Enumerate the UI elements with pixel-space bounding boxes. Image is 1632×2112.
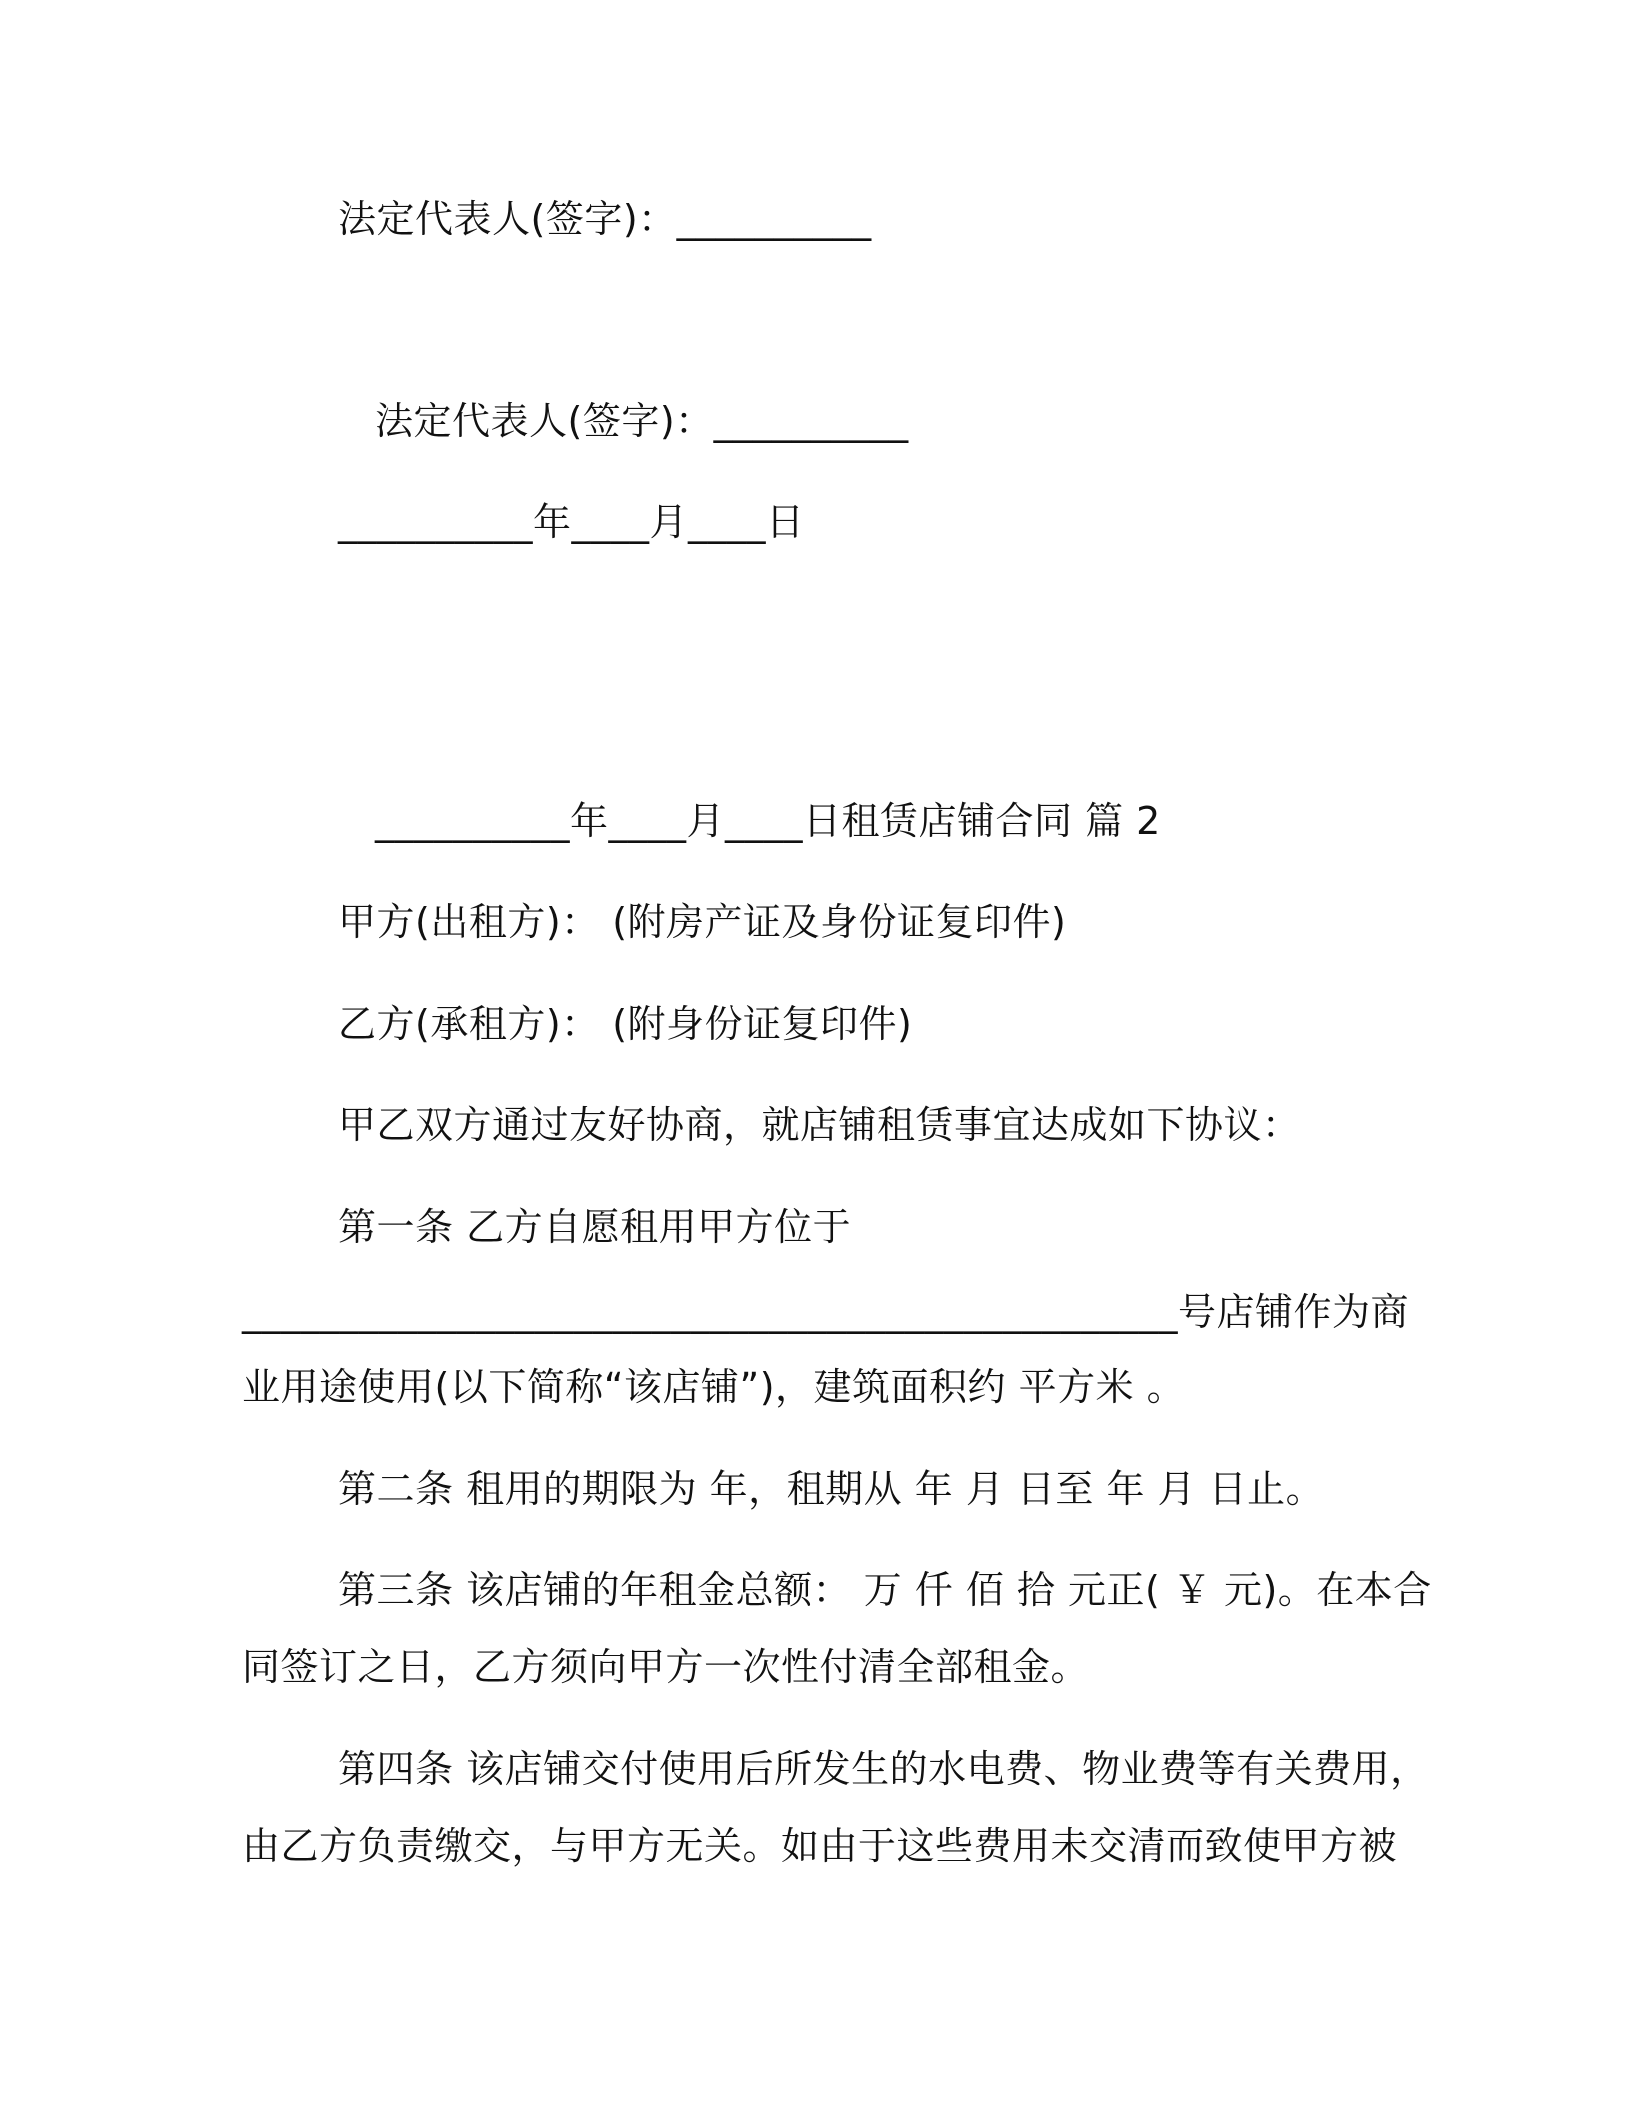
- article-3-line-2: 同签订之日，乙方须向甲方一次性付清全部租金。: [242, 1645, 1090, 1689]
- article-4-line-2: 由乙方负责缴交，与甲方无关。如由于这些费用未交清而致使甲方被: [242, 1824, 1398, 1868]
- article-4-line-1: 第四条 该店铺交付使用后所发生的水电费、物业费等有关费用，: [338, 1747, 1429, 1791]
- article-2: 第二条 租用的期限为 年，租期从 年 月 日至 年 月 日止。: [338, 1467, 1325, 1511]
- article-1-line-3: 业用途使用(以下简称“该店铺”)，建筑面积约 平方米 。: [242, 1365, 1186, 1409]
- legal-rep-signature-line-2: 法定代表人(签字)：__________: [375, 399, 909, 443]
- intro-paragraph: 甲乙双方通过友好协商，就店铺租赁事宜达成如下协议：: [338, 1103, 1301, 1147]
- contract-title: __________年____月____日租赁店铺合同 篇 2: [375, 799, 1161, 843]
- legal-rep-signature-line-1: 法定代表人(签字)：__________: [338, 197, 872, 241]
- party-b-line: 乙方(承租方)： (附身份证复印件): [338, 1002, 913, 1046]
- article-3-line-1: 第三条 该店铺的年租金总额： 万 仟 佰 拾 元正( ￥ 元)。在本合: [338, 1568, 1432, 1612]
- article-1-line-2: ________________________________________________号店铺作为商: [242, 1290, 1410, 1334]
- signature-date-line: __________年____月____日: [338, 500, 805, 544]
- article-1-line-1: 第一条 乙方自愿租用甲方位于: [338, 1205, 852, 1249]
- party-a-line: 甲方(出租方)： (附房产证及身份证复印件): [338, 900, 1067, 944]
